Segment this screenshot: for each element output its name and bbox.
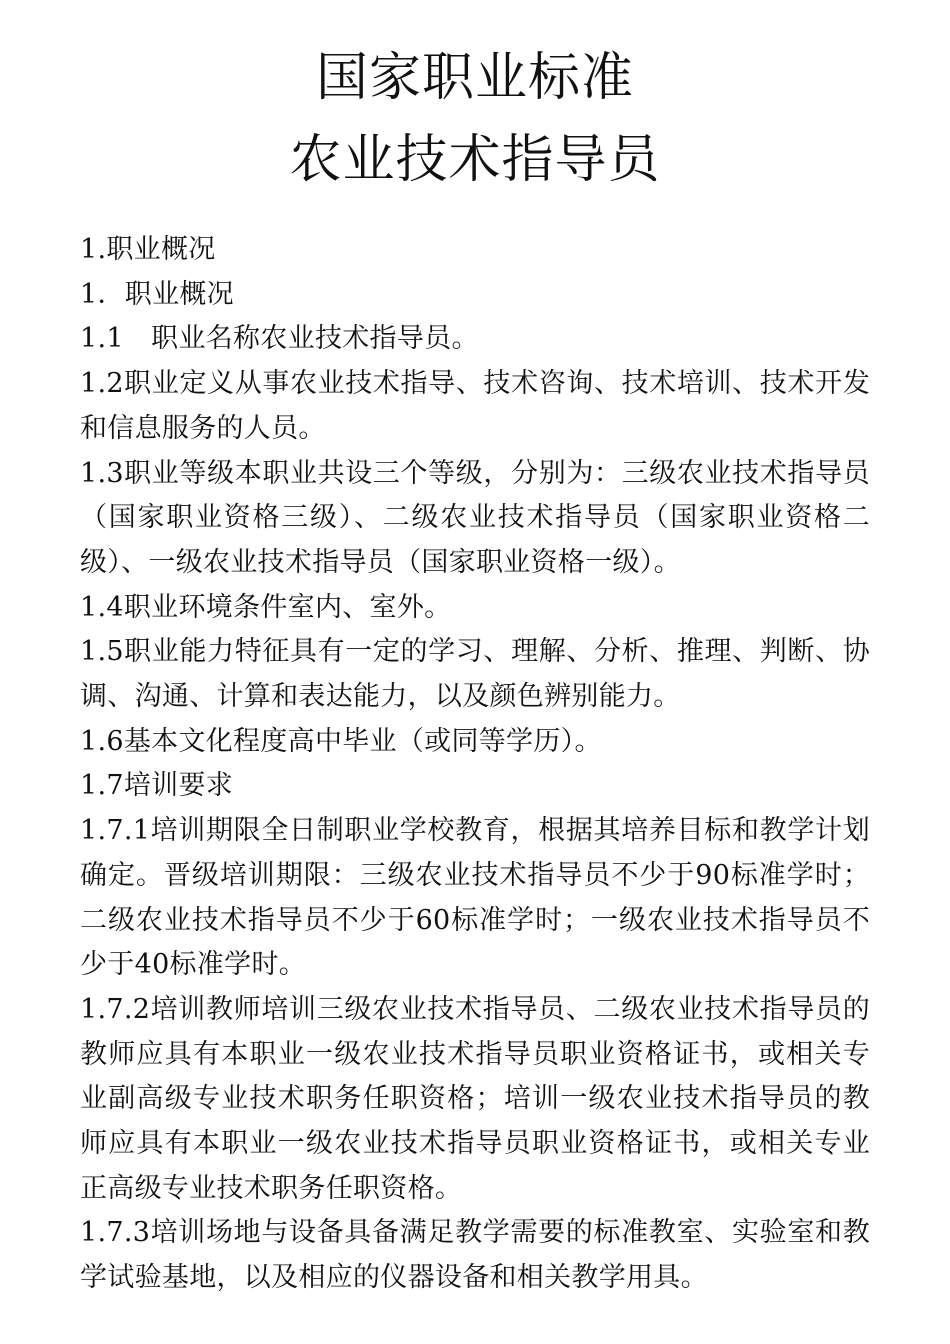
section-heading: 1．职业概况 — [80, 278, 234, 310]
paragraph: 1.2职业定义从事农业技术指导、技术咨询、技术培训、技术开发和信息服务的人员。 — [80, 368, 870, 444]
document-subtitle: 农业技术指导员 — [289, 130, 661, 190]
paragraph: 1.1 职业名称农业技术指导员。 — [80, 323, 479, 355]
paragraph: 1.4职业环境条件室内、室外。 — [80, 591, 452, 623]
subsection-heading: 1.7培训要求 — [80, 770, 234, 802]
paragraph: 1.3职业等级本职业共设三个等级，分别为：三级农业技术指导员（国家职业资格三级）、二级农业技术指导员（国家职业资格二级）、一级农业技术指导员（国家职业资格一级）。 — [80, 457, 870, 578]
paragraph: 1.7.2培训教师培训三级农业技术指导员、二级农业技术指导员的教师应具有本职业一级农业技术指导员职业资格证书，或相关专业副高级专业技术职务任职资格；培训一级农业技术指导员的教师应具有本职业一级农业技术指导员职业资格证书，或相关专业正高级专业技术职务任职资格。 — [80, 993, 870, 1204]
document-body — [80, 228, 870, 1301]
document-title: 国家职业标准 — [315, 48, 634, 108]
section-heading: 1.职业概况 — [80, 234, 216, 265]
paragraph: 1.6基本文化程度高中毕业（或同等学历）。 — [80, 725, 602, 757]
paragraph: 1.7.3培训场地与设备具备满足教学需要的标准教室、实验室和教学试验基地，以及相应的仪器设备和相关教学用具。 — [80, 1217, 870, 1294]
paragraph: 1.5职业能力特征具有一定的学习、理解、分析、推理、判断、协调、沟通、计算和表达能力，以及颜色辨别能力。 — [80, 636, 870, 713]
paragraph: 1.7.1培训期限全日制职业学校教育，根据其培养目标和教学计划确定。晋级培训期限：三级农业技术指导员不少于90标准学时；二级农业技术指导员不少于60标准学时；一级农业技术指导员不少于40标准学时。 — [80, 815, 870, 981]
